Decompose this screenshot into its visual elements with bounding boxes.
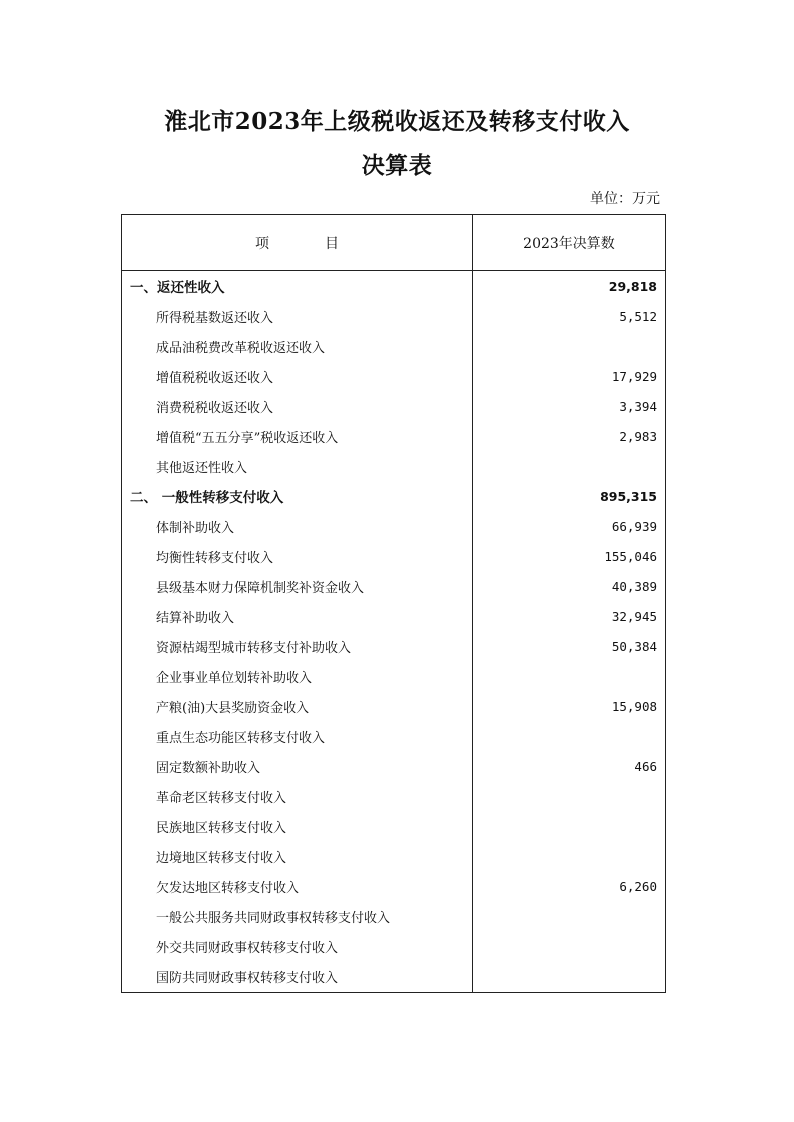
row-item-value [473, 331, 666, 361]
table-row [122, 331, 666, 361]
row-item-value [473, 661, 666, 691]
header-item: 项 目 [122, 215, 473, 271]
row-item-value [473, 931, 666, 961]
table-row [122, 631, 666, 661]
row-item-name: 国防共同财政事权转移支付收入 [122, 961, 473, 993]
row-item-value: 40,389 [473, 571, 666, 601]
section-total: 29,818 [473, 271, 666, 302]
table-row [122, 961, 666, 993]
table-row [122, 751, 666, 781]
row-item-value [473, 721, 666, 751]
row-item-name: 革命老区转移支付收入 [122, 781, 473, 811]
row-item-value: 17,929 [473, 361, 666, 391]
row-item-value: 66,939 [473, 511, 666, 541]
row-item-name: 体制补助收入 [122, 511, 473, 541]
row-item-value [473, 961, 666, 993]
row-item-name: 消费税税收返还收入 [122, 391, 473, 421]
row-item-value: 2,983 [473, 421, 666, 451]
table-row [122, 301, 666, 331]
row-item-value: 6,260 [473, 871, 666, 901]
table-header-row [122, 215, 666, 271]
row-item-name: 增值税税收返还收入 [122, 361, 473, 391]
row-item-value: 15,908 [473, 691, 666, 721]
row-item-name: 产粮(油)大县奖励资金收入 [122, 691, 473, 721]
row-item-name: 均衡性转移支付收入 [122, 541, 473, 571]
row-item-name: 其他返还性收入 [122, 451, 473, 481]
table-row [122, 721, 666, 751]
unit-label: 单位：万元 [590, 191, 660, 207]
table-body [122, 271, 666, 993]
table-row [122, 931, 666, 961]
table-row [122, 871, 666, 901]
header-amount: 2023年决算数 [473, 215, 666, 271]
section-total: 895,315 [473, 481, 666, 511]
table-row [122, 271, 666, 302]
row-item-name: 重点生态功能区转移支付收入 [122, 721, 473, 751]
row-item-value: 5,512 [473, 301, 666, 331]
row-item-name: 成品油税费改革税收返还收入 [122, 331, 473, 361]
row-item-name: 固定数额补助收入 [122, 751, 473, 781]
row-item-value [473, 841, 666, 871]
table-row [122, 451, 666, 481]
row-item-value: 466 [473, 751, 666, 781]
row-item-name: 企业事业单位划转补助收入 [122, 661, 473, 691]
table-row [122, 781, 666, 811]
table-row [122, 661, 666, 691]
row-item-name: 增值税“五五分享”税收返还收入 [122, 421, 473, 451]
row-item-name: 民族地区转移支付收入 [122, 811, 473, 841]
table-row [122, 481, 666, 511]
row-item-value: 155,046 [473, 541, 666, 571]
row-item-name: 结算补助收入 [122, 601, 473, 631]
table-row [122, 511, 666, 541]
table-row [122, 571, 666, 601]
row-item-value [473, 901, 666, 931]
row-item-name: 外交共同财政事权转移支付收入 [122, 931, 473, 961]
table-row [122, 421, 666, 451]
section-heading: 一、返还性收入 [122, 271, 473, 302]
table-row [122, 361, 666, 391]
page-title: 淮北市2023年上级税收返还及转移支付收入 [164, 108, 630, 135]
row-item-name: 边境地区转移支付收入 [122, 841, 473, 871]
budget-table [121, 214, 666, 993]
row-item-value: 32,945 [473, 601, 666, 631]
table-row [122, 601, 666, 631]
row-item-value: 50,384 [473, 631, 666, 661]
table-row [122, 391, 666, 421]
table-row [122, 841, 666, 871]
row-item-name: 资源枯竭型城市转移支付补助收入 [122, 631, 473, 661]
section-heading: 二、 一般性转移支付收入 [122, 481, 473, 511]
row-item-name: 一般公共服务共同财政事权转移支付收入 [122, 901, 473, 931]
table-row [122, 691, 666, 721]
page-subtitle: 决算表 [361, 152, 433, 179]
row-item-value [473, 451, 666, 481]
row-item-name: 欠发达地区转移支付收入 [122, 871, 473, 901]
row-item-name: 县级基本财力保障机制奖补资金收入 [122, 571, 473, 601]
row-item-value [473, 811, 666, 841]
table-row [122, 541, 666, 571]
table-row [122, 901, 666, 931]
row-item-value: 3,394 [473, 391, 666, 421]
row-item-value [473, 781, 666, 811]
row-item-name: 所得税基数返还收入 [122, 301, 473, 331]
table-row [122, 811, 666, 841]
